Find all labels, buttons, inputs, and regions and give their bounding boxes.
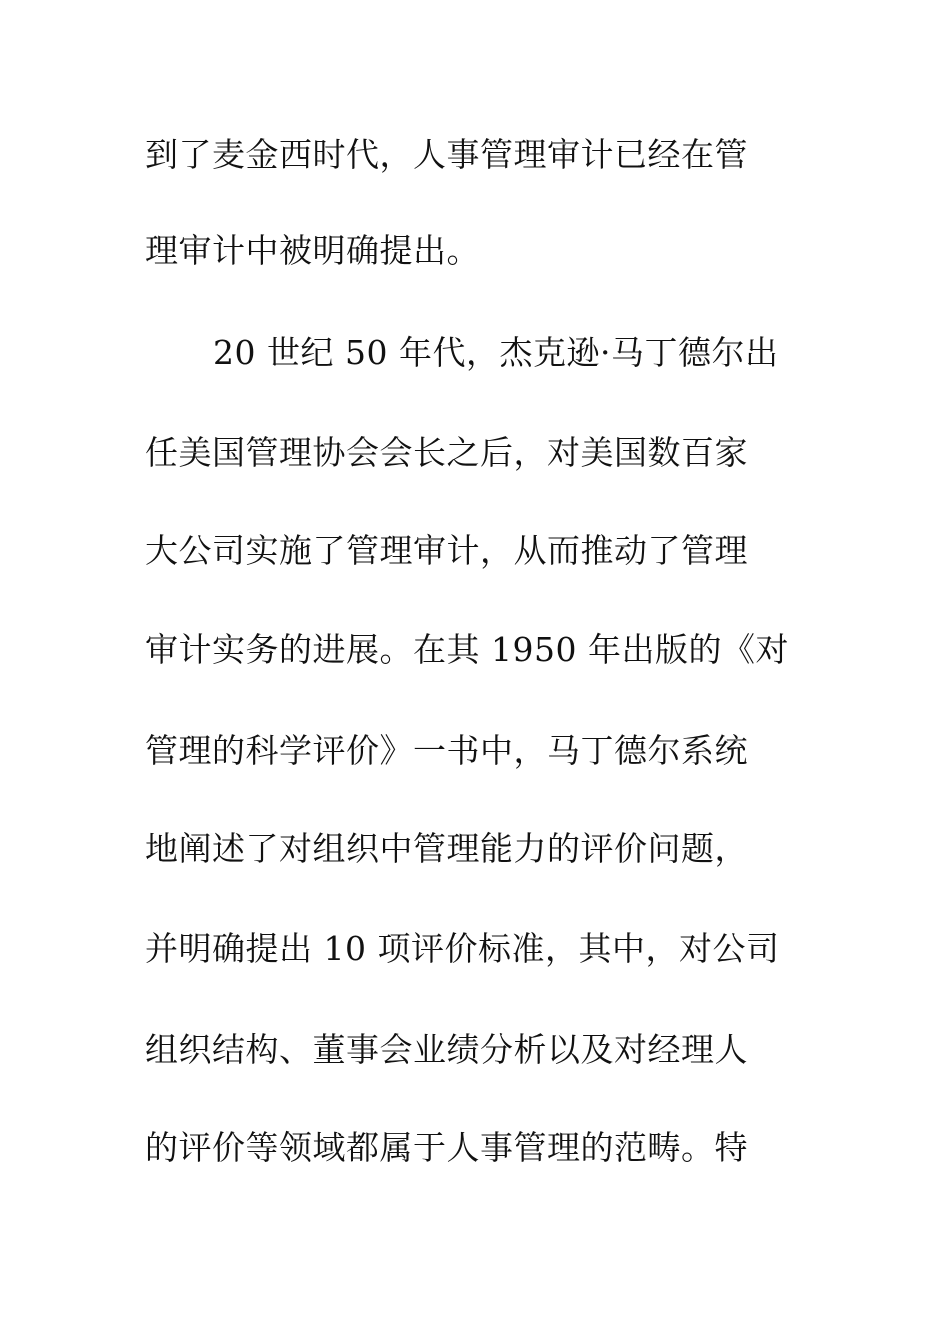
text-line-1: 到了麦金西时代，人事管理审计已经在管 bbox=[145, 135, 748, 174]
text-line-11: 的评价等领域都属于人事管理的范畴。特 bbox=[145, 1128, 748, 1167]
text-line-7: 管理的科学评价》一书中，马丁德尔系统 bbox=[145, 731, 748, 770]
text-line-5: 大公司实施了管理审计，从而推动了管理 bbox=[145, 531, 748, 570]
text-line-2: 理审计中被明确提出。 bbox=[145, 231, 480, 270]
text-line-9: 并明确提出 10 项评价标准，其中，对公司 bbox=[145, 929, 780, 968]
text-line-8: 地阐述了对组织中管理能力的评价问题， bbox=[145, 829, 748, 868]
paragraph-start-line: 20 世纪 50 年代，杰克逊·马丁德尔出 bbox=[213, 333, 779, 372]
text-line-6: 审计实务的进展。在其 1950 年出版的《对 bbox=[145, 630, 789, 669]
text-line-10: 组织结构、董事会业绩分析以及对经理人 bbox=[145, 1030, 748, 1069]
text-line-4: 任美国管理协会会长之后，对美国数百家 bbox=[145, 433, 748, 472]
